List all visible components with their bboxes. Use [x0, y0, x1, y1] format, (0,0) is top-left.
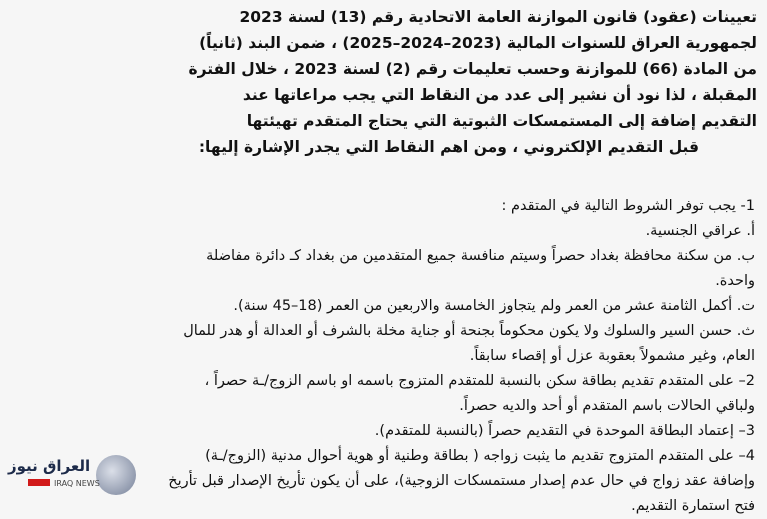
list-line: 4– على المتقدم المتزوج تقديم ما يثبت زواجه ( بطاقة وطنية أو هوية أحوال مدنية (الزوج/ـة): [205, 448, 755, 464]
intro-line: تعيينات (عقود) قانون الموازنة العامة الاتحادية رقم (13) لسنة 2023: [239, 8, 757, 26]
list-line: ث. حسن السير والسلوك ولا يكون محكوماً بجنحة أو جناية مخلة بالشرف أو العدالة أو هدر للمال: [183, 323, 755, 339]
list-line: ب. من سكنة محافظة بغداد حصراً وسيتم منافسة جميع المتقدمين من بغداد كـ دائرة مفاضلة: [206, 248, 755, 264]
iraq-news-logo: [8, 455, 153, 497]
logo-tagline: IRAQ NEWS: [54, 479, 100, 488]
list-line: واحدة.: [715, 273, 755, 289]
list-line: فتح استمارة التقديم.: [631, 498, 755, 514]
list-line: 2– على المتقدم تقديم بطاقة سكن بالنسبة للمتقدم المتزوج باسمه او باسم الزوج/ـة حصراً ،: [204, 373, 755, 389]
list-line: 1- يجب توفر الشروط التالية في المتقدم :: [501, 198, 755, 214]
list-line: العام، وغير مشمولاً بعقوبة عزل أو إقصاء سابقاً.: [469, 348, 755, 364]
intro-line: المقبلة ، لذا نود أن نشير إلى عدد من النقاط التي يجب مراعاتها عند: [242, 86, 757, 104]
list-line: أ. عراقي الجنسية.: [645, 223, 755, 239]
logo-name: العراق نيوز: [8, 457, 91, 475]
intro-line: من المادة (66) للموازنة وحسب تعليمات رقم (2) لسنة 2023 ، خلال الفترة: [188, 60, 757, 78]
list-line: ولباقي الحالات باسم المتقدم أو أحد والديه حصراً.: [459, 398, 755, 414]
intro-line: قبل التقديم الإلكتروني ، ومن اهم النقاط التي يجدر الإشارة إليها:: [198, 138, 699, 156]
intro-paragraph: [10, 4, 757, 160]
list-line: ت. أكمل الثامنة عشر من العمر ولم يتجاوز الخامسة والاربعين من العمر (18–45 سنة).: [233, 298, 755, 314]
intro-line: لجمهورية العراق للسنوات المالية (2023–2024–2025) ، ضمن البند (ثانياً): [199, 34, 757, 52]
logo-globe-icon: [96, 455, 136, 495]
list-line: 3– إعتماد البطاقة الموحدة في التقديم حصراً (بالنسبة للمتقدم).: [374, 423, 755, 439]
intro-line: التقديم إضافة إلى المستمسكات الثبوتية التي يحتاج المتقدم تهيئتها: [246, 112, 757, 130]
logo-red-bar: [28, 479, 50, 486]
list-line: وإضافة عقد زواج في حال عدم إصدار مستمسكات الزوجية)، على أن يكون تأريخ الإصدار قبل تأريخ: [168, 473, 755, 489]
